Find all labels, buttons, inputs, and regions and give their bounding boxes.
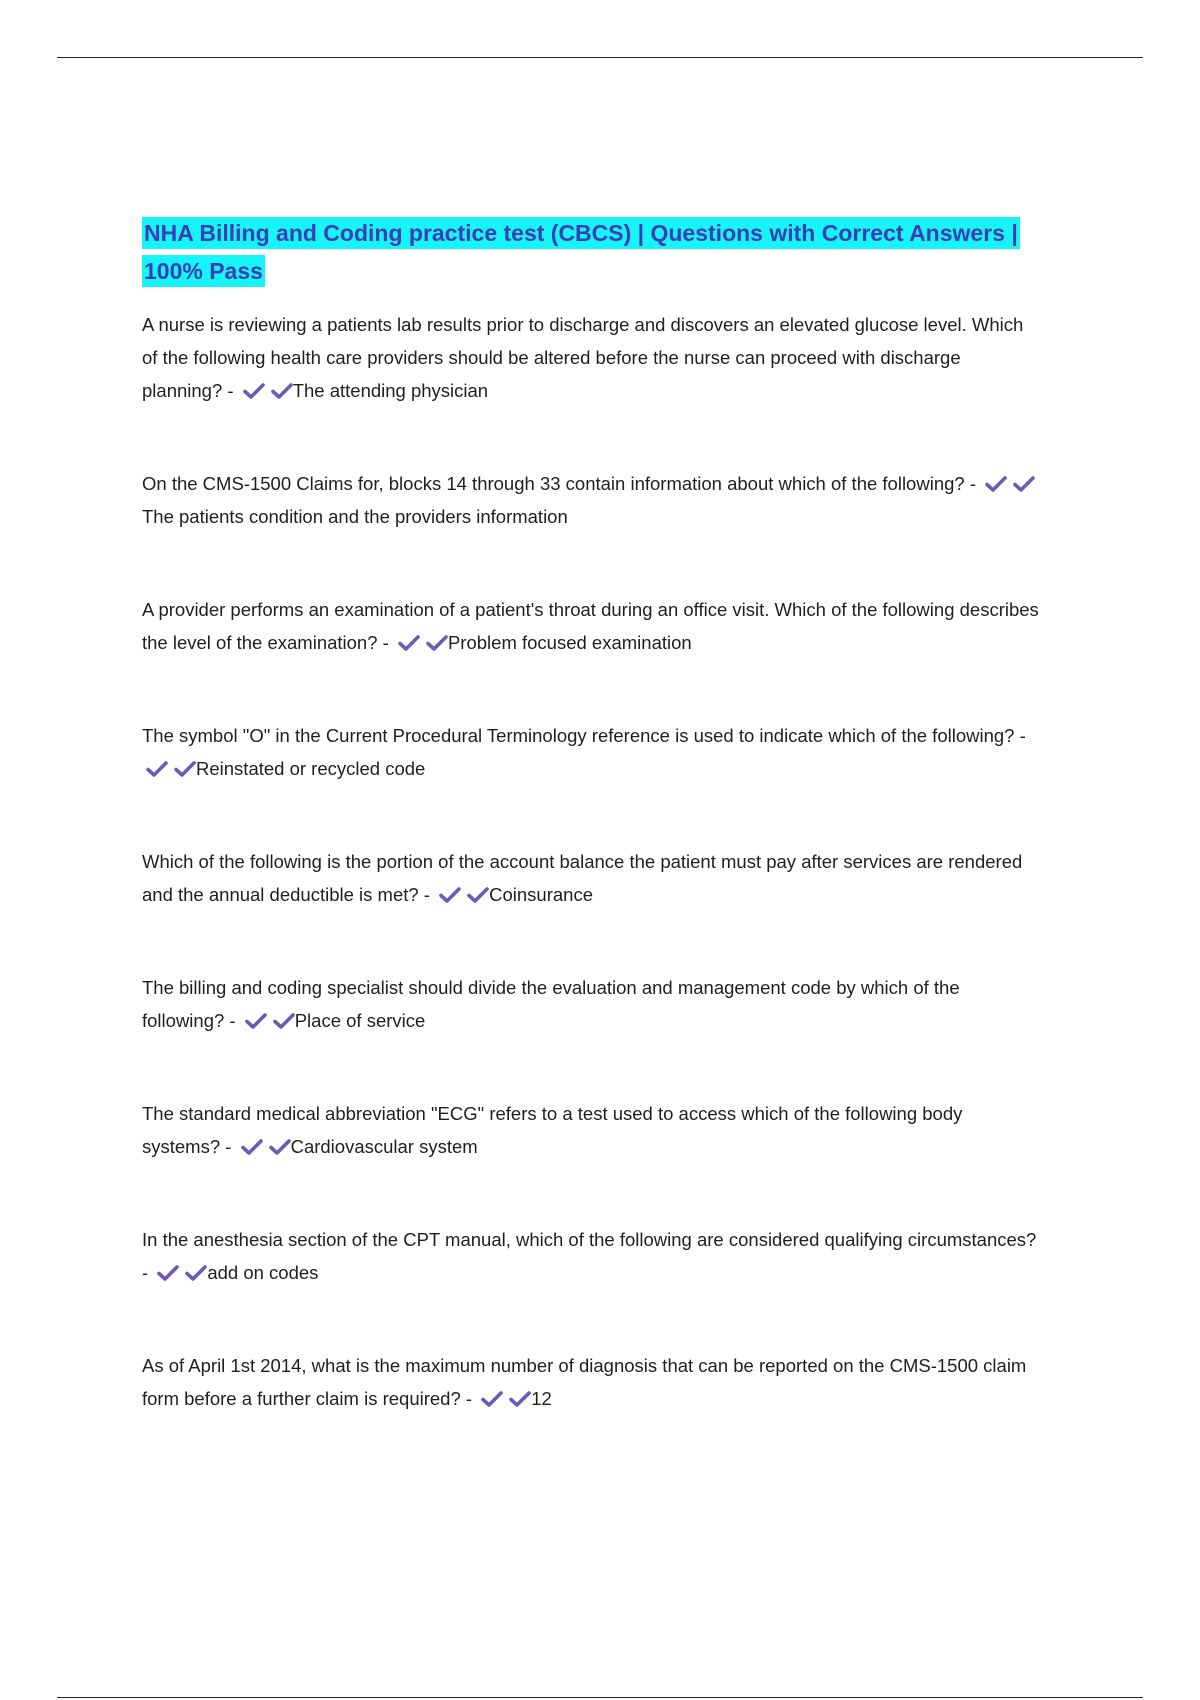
check-icon <box>439 886 461 904</box>
answer-text: The patients condition and the providers information <box>142 506 568 527</box>
check-icon <box>426 634 448 652</box>
question-text: The symbol "O" in the Current Procedural Terminology reference is used to indicate which of the following? - <box>142 725 1026 746</box>
answer-text: Place of service <box>294 1010 426 1031</box>
answer-text: add on codes <box>207 1262 319 1283</box>
check-icon <box>157 1264 179 1282</box>
qa-list <box>142 308 1042 1415</box>
question-text: The standard medical abbreviation "ECG" refers to a test used to access which of the following body systems? - <box>142 1103 963 1157</box>
check-icon <box>273 1012 295 1030</box>
question-text: A nurse is reviewing a patients lab results prior to discharge and discovers an elevated glucose level. Which of the following health care providers should be altered before the nurse can proceed with discharge planning? - <box>142 314 1024 401</box>
question-text: Which of the following is the portion of the account balance the patient must pay after services are rendered and the annual deductible is met? - <box>142 851 1023 905</box>
qa-item <box>142 1223 1042 1289</box>
qa-item <box>142 467 1042 533</box>
question-text: In the anesthesia section of the CPT manual, which of the following are considered qualifying circumstances? - <box>142 1229 1037 1283</box>
bottom-rule <box>57 1697 1143 1698</box>
qa-item <box>142 845 1042 911</box>
check-icon <box>185 1264 207 1282</box>
check-icon <box>398 634 420 652</box>
check-icon <box>269 1138 291 1156</box>
question-text: On the CMS-1500 Claims for, blocks 14 through 33 contain information about which of the following? - <box>142 473 976 494</box>
answer-text: The attending physician <box>292 380 489 401</box>
check-icon <box>467 886 489 904</box>
check-icon <box>245 1012 267 1030</box>
document-title <box>142 214 1042 290</box>
qa-item <box>142 719 1042 785</box>
check-icon <box>174 760 196 778</box>
answer-text: Problem focused examination <box>447 632 692 653</box>
question-text: A provider performs an examination of a patient's throat during an office visit. Which of the following describes the level of the examination? - <box>142 599 1039 653</box>
document-title-text: NHA Billing and Coding practice test (CBCS) | Questions with Correct Answers | 100% Pass <box>142 217 1020 287</box>
check-icon <box>509 1390 531 1408</box>
answer-text: Reinstated or recycled code <box>196 758 426 779</box>
qa-item <box>142 593 1042 659</box>
top-rule <box>57 57 1143 58</box>
check-icon <box>241 1138 263 1156</box>
qa-item <box>142 971 1042 1037</box>
qa-item <box>142 1097 1042 1163</box>
qa-item <box>142 1349 1042 1415</box>
answer-text: Cardiovascular system <box>290 1136 478 1157</box>
question-text: As of April 1st 2014, what is the maximum number of diagnosis that can be reported on the CMS-1500 claim form before a further claim is required? - <box>142 1355 1027 1409</box>
document-body <box>142 214 1042 1415</box>
check-icon <box>271 382 293 400</box>
check-icon <box>985 475 1007 493</box>
check-icon <box>243 382 265 400</box>
qa-item <box>142 308 1042 407</box>
check-icon <box>481 1390 503 1408</box>
answer-text: 12 <box>531 1388 552 1409</box>
answer-text: Coinsurance <box>489 884 593 905</box>
check-icon <box>146 760 168 778</box>
question-text: The billing and coding specialist should divide the evaluation and management code by which of the following? - <box>142 977 960 1031</box>
check-icon <box>1013 475 1035 493</box>
